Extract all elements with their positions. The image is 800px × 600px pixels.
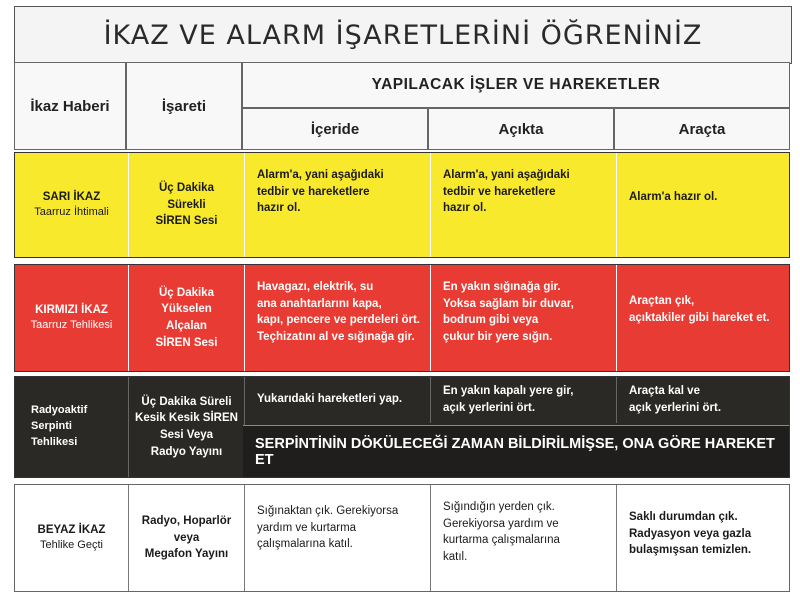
signal-cell: Radyo, Hoparlör veya Megafon Yayını <box>129 485 245 591</box>
warning-title: BEYAZ İKAZ <box>37 523 106 536</box>
table-row-white <box>14 484 790 592</box>
vehicle-cell: Alarm'a hazır ol. <box>629 191 718 203</box>
outside-cell: En yakın sığınağa gir. Yoksa sağlam bir duvar, bodrum gibi veya çukur bir yere sığın. <box>431 265 617 371</box>
warning-subtitle: Taarruz İhtimali <box>34 206 109 219</box>
inside-cell: Havagazı, elektrik, su ana anahtarlarını kapa, kapı, pencere ve perdeleri ört. Teçhizatını al ve sığınağa gir. <box>245 265 431 371</box>
header-warning: İkaz Haberi <box>14 62 126 150</box>
fallout-banner: SERPİNTİNİN DÖKÜLECEĞİ ZAMAN BİLDİRİLMİŞSE, ONA GÖRE HAREKET ET <box>243 425 789 477</box>
header-inside: İçeride <box>242 108 428 150</box>
warning-title: KIRMIZI İKAZ <box>35 303 108 316</box>
signal-cell: Üç Dakika Sürekli SİREN Sesi <box>129 153 245 257</box>
vehicle-cell: Araçtan çık, açıktakiler gibi hareket et. <box>629 295 770 324</box>
vehicle-cell: Araçta kal ve açık yerlerini ört. <box>629 385 722 414</box>
warning-cell <box>15 153 129 257</box>
warning-cell <box>15 265 129 371</box>
vehicle-cell: Saklı durumdan çık. Radyasyon veya gazla bulaşmışsan temizlen. <box>629 511 752 557</box>
header-actions: YAPILACAK İŞLER VE HAREKETLER <box>242 62 790 108</box>
alarm-card <box>12 6 792 596</box>
warning-subtitle: Taarruz Tehlikesi <box>30 319 113 332</box>
outside-cell: En yakın kapalı yere gir, açık yerlerini ört. <box>431 377 617 423</box>
warning-cell: Radyoaktif Serpinti Tehlikesi <box>15 377 129 477</box>
signal-cell: Üç Dakika Süreli Kesik Kesik SİREN Sesi Veya Radyo Yayını <box>129 377 245 477</box>
outside-cell: Alarm'a, yani aşağıdaki tedbir ve hareketlere hazır ol. <box>431 153 617 257</box>
inside-cell: Yukarıdaki hareketleri yap. <box>245 377 431 423</box>
header-vehicle: Araçta <box>614 108 790 150</box>
table-row-fallout <box>14 376 790 478</box>
table-row-yellow <box>14 152 790 258</box>
inside-cell: Sığınaktan çık. Gerekiyorsa yardım ve kurtarma çalışmalarına katıl. <box>245 485 431 591</box>
header-outside: Açıkta <box>428 108 614 150</box>
inside-cell: Alarm'a, yani aşağıdaki tedbir ve hareketlere hazır ol. <box>245 153 431 257</box>
warning-subtitle: Tehlike Geçti <box>40 539 103 552</box>
outside-cell: Sığındığın yerden çık. Gerekiyorsa yardım ve kurtarma çalışmalarına katıl. <box>431 485 617 591</box>
signal-cell: Üç Dakika Yükselen Alçalan SİREN Sesi <box>129 265 245 371</box>
table-row-red <box>14 264 790 372</box>
warning-title: SARI İKAZ <box>42 190 101 203</box>
header-signal: İşareti <box>126 62 242 150</box>
warning-cell <box>15 485 129 591</box>
page-title: İKAZ VE ALARM İŞARETLERİNİ ÖĞRENİNİZ <box>14 6 792 64</box>
